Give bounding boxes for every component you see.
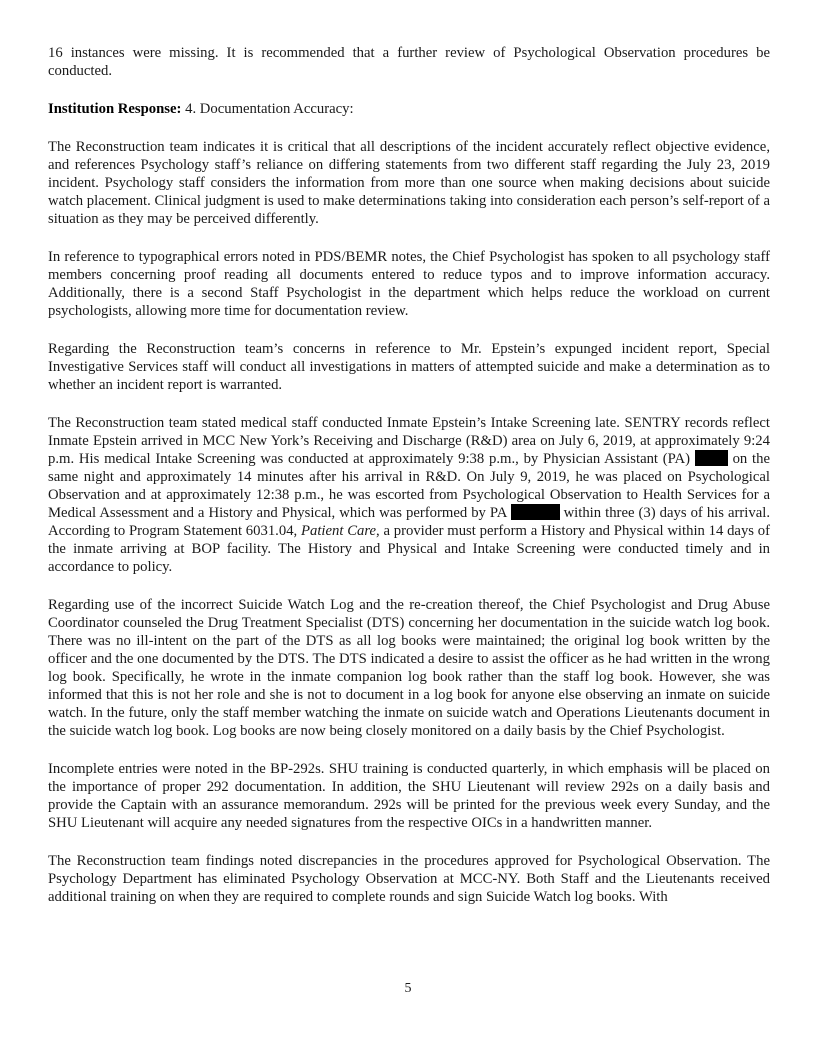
redaction-box bbox=[695, 450, 728, 466]
redaction-box bbox=[511, 504, 560, 520]
program-statement-title: Patient Care bbox=[301, 523, 377, 539]
section-heading bbox=[48, 100, 770, 118]
intake-text-1: The Reconstruction team stated medical staff conducted Inmate Epstein’s Intake Screening late. SENTRY records reflect Inmate Epstein arrived in MCC New York’s Receiving and Discharge (R&D) area on July 6, 2019, at approximately 9:24 p.m. His medical Intake Screening was conducted at approximately 9:38 p.m., by Physician Assistant (PA) bbox=[48, 415, 770, 467]
page-number: 5 bbox=[404, 981, 412, 996]
paragraph-typographical-errors: In reference to typographical errors noted in PDS/BEMR notes, the Chief Psychologist has spoken to all psychology staff members concerning proof reading all documents entered to reduce typos and to improve information accuracy. Additionally, there is a second Staff Psychologist in the department which helps reduce the workload on current psychologists, allowing more time for documentation review. bbox=[48, 249, 770, 319]
paragraph-incident-report: Regarding the Reconstruction team’s concerns in reference to Mr. Epstein’s expunged incident report, Special Investigative Services staff will conduct all investigations in matters of attempted suicide and make a determination as to whether an incident report is warranted. bbox=[48, 341, 770, 393]
paragraph-documentation-accuracy: The Reconstruction team indicates it is critical that all descriptions of the incident accurately reflect objective evidence, and references Psychology staff’s reliance on differing statements from two different staff regarding the July 23, 2019 incident. Psychology staff considers the information from more than one source when making decisions about suicide watch placement. Clinical judgment is used to make determinations taking into consideration each person’s self-report of a situation as they may be perceived differently. bbox=[48, 139, 770, 227]
document-body bbox=[48, 44, 770, 926]
paragraph-psychological-observation: The Reconstruction team findings noted discrepancies in the procedures approved for Psychological Observation. The Psychology Department has eliminated Psychology Observation at MCC-NY. Both Staff and the Lieutenants received additional training on when they are required to complete rounds and sign Suicide Watch log books. With bbox=[48, 853, 770, 905]
intake-text-4: , a provider must perform a History and Physical within 14 days of the inmate arriving at BOP facility. The History and Physical and Intake Screening were conducted timely and in accordance to policy. bbox=[48, 523, 771, 575]
heading-text: 4. Documentation Accuracy: bbox=[181, 101, 354, 117]
paragraph-suicide-watch-log: Regarding use of the incorrect Suicide Watch Log and the re-creation thereof, the Chief Psychologist and Drug Abuse Coordinator counseled the Drug Treatment Specialist (DTS) concerning her documentation in the suicide watch log book. There was no ill-intent on the part of the DTS as all log books were maintained; the original log book written by the officer and the one documented by the DTS. The DTS indicated a desire to assist the officer as he had written in the wrong log book. Specifically, he wrote in the inmate companion log book rather than the staff log book. However, she was informed that this is not her role and she is not to document in a log book for anyone else observing an inmate on suicide watch. In the future, only the staff member watching the inmate on suicide watch and Operations Lieutenants document in the suicide watch log book. Log books are now being closely monitored on a daily basis by the Chief Psychologist. bbox=[48, 597, 770, 739]
paragraph-continuation: 16 instances were missing. It is recommended that a further review of Psychological Observation procedures be conducted. bbox=[48, 45, 770, 79]
intake-text-3: within three (3) days of his arrival. According to Program Statement 6031.04, bbox=[48, 505, 770, 539]
intake-text-2: on the same night and approximately 14 minutes after his arrival in R&D. On July 9, 2019, he was placed on Psychological Observation and at approximately 12:38 p.m., he was escorted from Psychological Observation to Health Services for a Medical Assessment and a History and Physical, which was performed by PA bbox=[48, 451, 770, 521]
paragraph-intake-screening bbox=[48, 414, 770, 576]
heading-label: Institution Response: bbox=[48, 101, 182, 117]
paragraph-bp-292: Incomplete entries were noted in the BP-292s. SHU training is conducted quarterly, in which emphasis will be placed on the importance of proper 292 documentation. In addition, the SHU Lieutenant will review 292s on a daily basis and provide the Captain with an assurance memorandum. 292s will be printed for the previous week every Sunday, and the SHU Lieutenant will acquire any needed signatures from the respective OICs in a handwritten manner. bbox=[48, 761, 770, 831]
